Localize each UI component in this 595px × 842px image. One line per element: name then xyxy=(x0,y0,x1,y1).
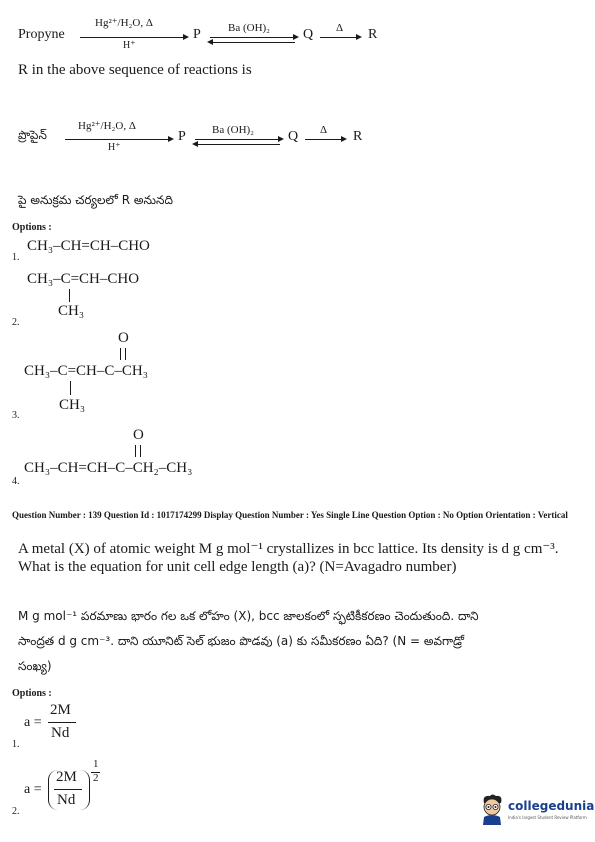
option-2-bond xyxy=(69,289,70,302)
question-139-te-line2: సాంద్రత d g cm⁻³. దాని యూనిట్ సెల్ భుజం పొడవు (a) కు సమీకరణం ఏది? (N = అవగాడ్రో xyxy=(18,634,465,648)
question-139-meta: Question Number : 139 Question Id : 1017174299 Display Question Number : Yes Single Line Question Option : No Option Orientation : Vertical xyxy=(12,510,568,520)
product-r: R xyxy=(368,27,378,42)
q139-option-1-denominator: Nd xyxy=(51,725,70,741)
reagent-baoh: Ba (OH)₂ xyxy=(228,22,271,34)
arrow-1-te-head xyxy=(168,136,174,142)
arrow-2-head xyxy=(293,34,299,40)
brand-name: collegedunia xyxy=(508,799,595,813)
product-q: Q xyxy=(303,27,314,42)
reagent-baoh-te: Ba (OH)₂ xyxy=(212,124,255,136)
q139-option-1-numerator: 2M xyxy=(50,702,71,718)
arrow-3-head xyxy=(356,34,362,40)
option-3-formula: CH₃–C=CH–C–CH₃ xyxy=(24,363,148,379)
delta-label: Δ xyxy=(336,22,344,34)
question-139-en-line1: A metal (X) of atomic weight M g mol⁻¹ crystallizes in bcc lattice. Its density is d g cm⁻³. xyxy=(18,541,559,557)
option-3-number: 3. xyxy=(12,410,20,421)
question-139-en-line2: What is the equation for unit cell edge length (a)? (N=Avagadro number) xyxy=(18,559,457,575)
options-label-139: Options : xyxy=(12,688,52,699)
options-label-138: Options : xyxy=(12,222,52,233)
option-3-double-bond xyxy=(120,348,126,360)
reagent-top: Hg²⁺/H₂O, Δ xyxy=(95,17,153,29)
q139-option-2-number: 2. xyxy=(12,806,20,817)
question-138-en: R in the above sequence of reactions is xyxy=(18,62,252,78)
product-q-te: Q xyxy=(288,129,299,144)
q139-option-2-numerator: 2M xyxy=(56,769,77,785)
option-4-double-bond xyxy=(135,445,141,457)
brand-tagline: India's largest Student Review Platform xyxy=(508,815,587,820)
q139-option-2-exp-den: 2 xyxy=(93,772,99,784)
arrow-1 xyxy=(80,37,185,38)
arrow-2-te-head xyxy=(278,136,284,142)
option-2-formula: CH₃–C=CH–CHO xyxy=(27,271,140,287)
q139-option-1-lhs: a = xyxy=(24,715,42,730)
q139-option-2-lhs: a = xyxy=(24,782,42,797)
option-4-number: 4. xyxy=(12,476,20,487)
option-4-oxygen: O xyxy=(133,427,144,443)
arrow-2-te-back-head xyxy=(192,141,198,147)
arrow-3-te-head xyxy=(341,136,347,142)
option-1-number: 1. xyxy=(12,252,20,263)
delta-label-te: Δ xyxy=(320,124,328,136)
reagent-bottom: H⁺ xyxy=(123,40,136,51)
reactant-propyne: Propyne xyxy=(18,27,65,42)
q139-option-2-exp-num: 1 xyxy=(93,758,99,770)
product-p-te: P xyxy=(178,129,186,144)
arrow-2-te-back xyxy=(197,144,280,145)
q139-option-1-fraction-bar xyxy=(48,722,76,723)
option-3-bond xyxy=(70,381,71,395)
arrow-2-te xyxy=(195,139,280,140)
arrow-2 xyxy=(210,37,295,38)
question-138-te: పై అనుక్రమ చర్యలలో R అనునది xyxy=(18,193,173,207)
option-3-oxygen: O xyxy=(118,330,129,346)
product-p: P xyxy=(193,27,201,42)
collegedunia-logo[interactable] xyxy=(478,793,595,827)
arrow-3-te xyxy=(305,139,343,140)
q139-option-1-number: 1. xyxy=(12,739,20,750)
arrow-1-head xyxy=(183,34,189,40)
q139-option-2-fraction-bar xyxy=(54,789,82,790)
option-3-substituent: CH₃ xyxy=(59,397,86,413)
arrow-1-te xyxy=(65,139,170,140)
option-2-number: 2. xyxy=(12,317,20,328)
option-2-substituent: CH₃ xyxy=(58,303,85,319)
question-139-te-line1: M g mol⁻¹ పరమాణు భారం గల ఒక లోహం (X), bcc జాలకంలో స్ఫటికీకరణం చెందుతుంది. దాని xyxy=(18,609,479,623)
option-1-formula: CH₃–CH=CH–CHO xyxy=(27,238,150,254)
option-4-formula: CH₃–CH=CH–C–CH₂–CH₃ xyxy=(24,460,193,476)
arrow-2-back-head xyxy=(207,39,213,45)
question-139-te-line3: సంఖ్య) xyxy=(18,659,52,673)
arrow-2-back xyxy=(212,42,295,43)
arrow-3 xyxy=(320,37,358,38)
reactant-propyne-te: ప్రొపైన్ xyxy=(18,128,47,142)
mascot-icon xyxy=(478,793,506,825)
reagent-bottom-te: H⁺ xyxy=(108,142,121,153)
product-r-te: R xyxy=(353,129,363,144)
q139-option-2-denominator: Nd xyxy=(57,792,76,808)
reagent-top-te: Hg²⁺/H₂O, Δ xyxy=(78,120,136,132)
